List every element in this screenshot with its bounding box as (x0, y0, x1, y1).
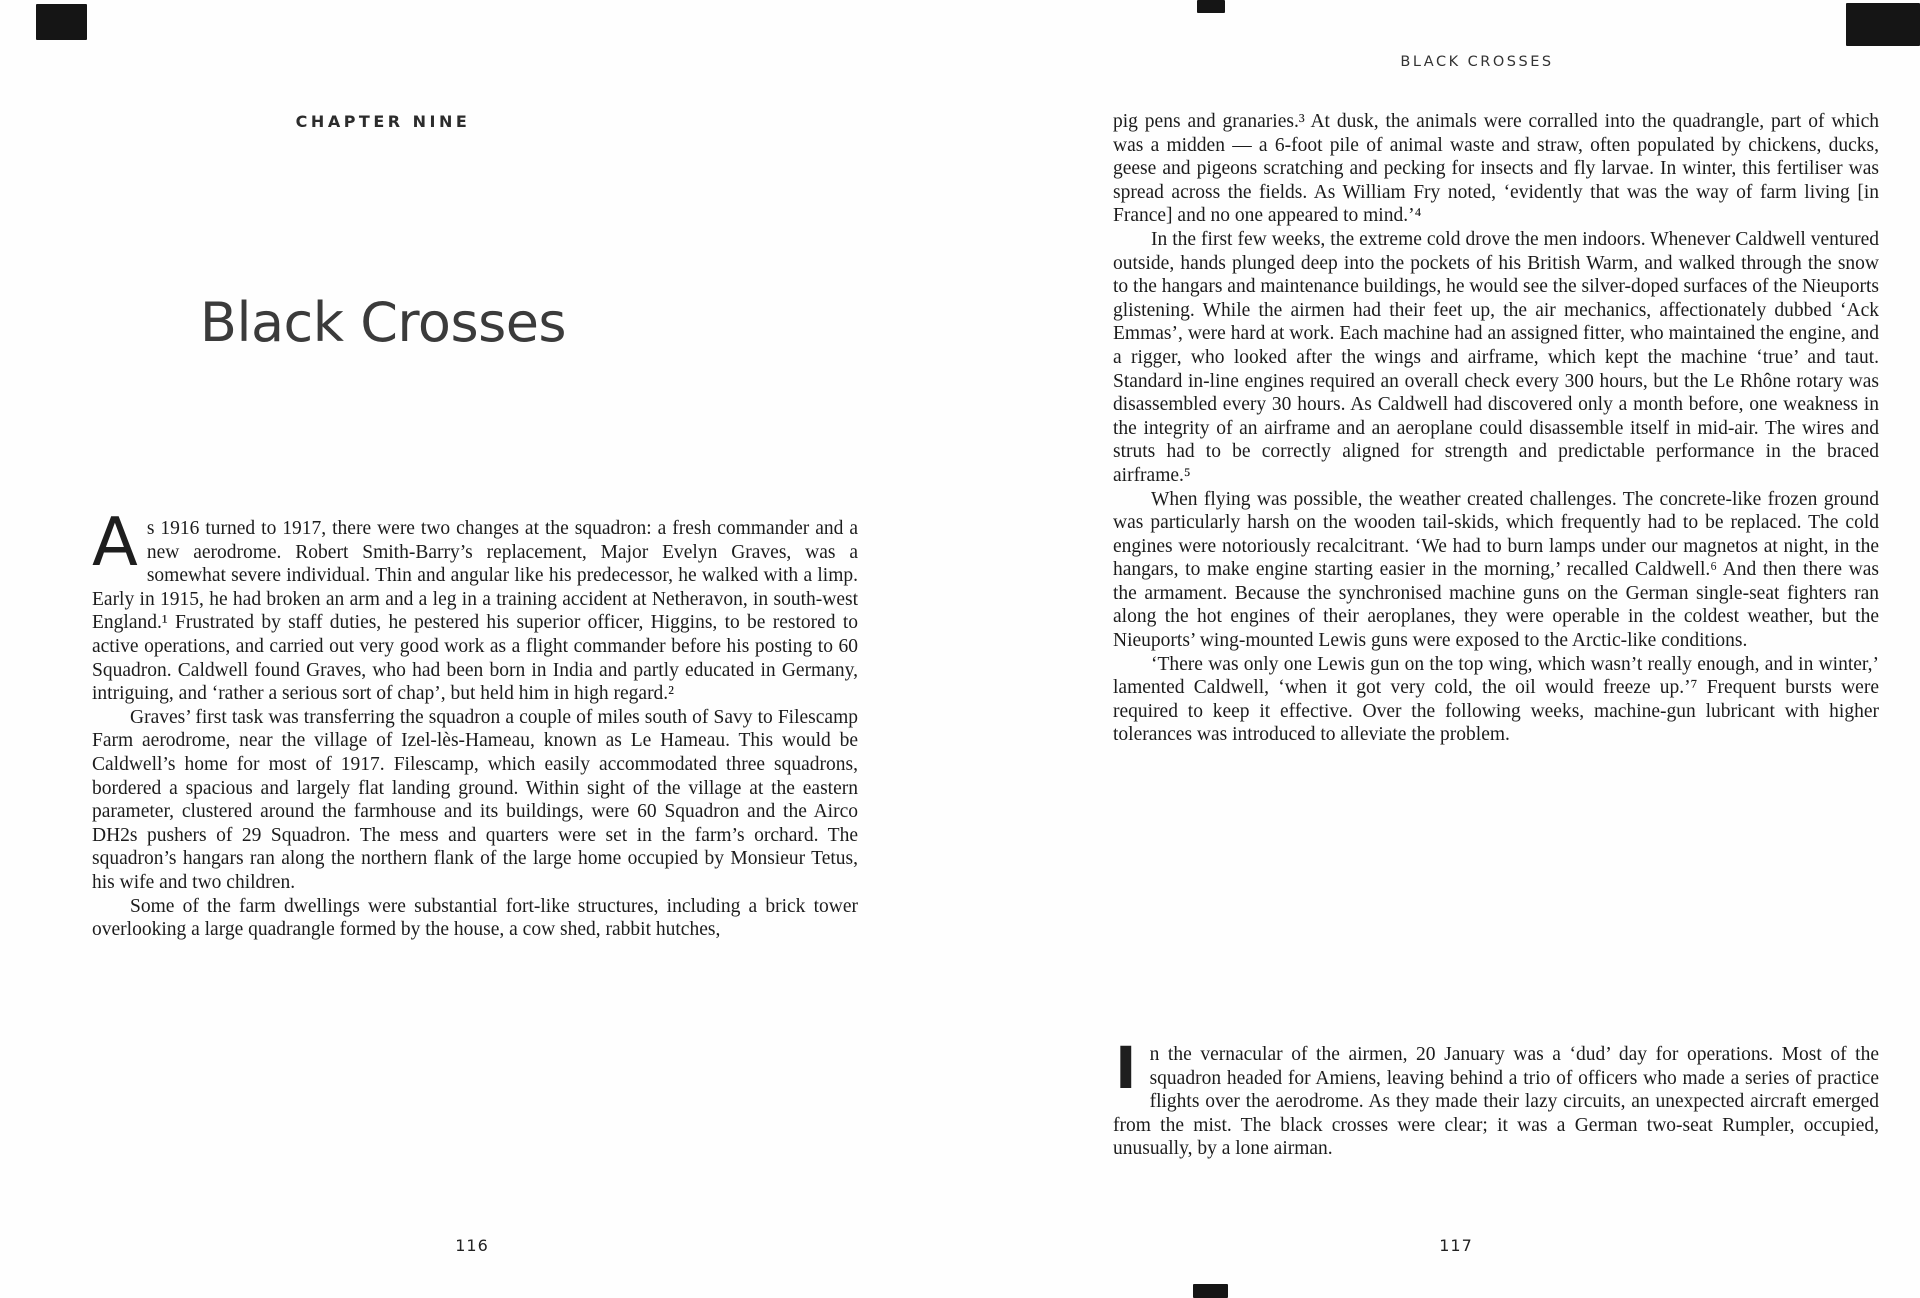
page-number-right: 117 (1439, 1236, 1473, 1255)
paragraph: As 1916 turned to 1917, there were two changes at the squadron: a fresh commander and a new aerodrome. Robert Smith-Barry’s replacement, Major Evelyn Graves, was a somewhat severe individual. Thin and angular like his predecessor, he walked with a limp. Early in 1915, he had broken an arm and a leg in a training accident at Netheravon, in south-west England.¹ Frustrated by staff duties, he pestered his superior officer, Higgins, to be restored to active operations, and carried out very good work as a flight commander before his posting to 60 Squadron. Caldwell found Graves, who had been born in India and partly educated in Germany, intriguing, and ‘rather a serious sort of chap’, but held him in high regard.² (92, 503, 858, 705)
right-page-section-two (1113, 1034, 1879, 1161)
paragraph: Some of the farm dwellings were substantial fort-like structures, including a brick tower overlooking a large quadrangle formed by the house, a cow shed, rabbit hutches, (92, 895, 858, 941)
page-number-left: 116 (455, 1236, 489, 1255)
paragraph: In the vernacular of the airmen, 20 January was a ‘dud’ day for operations. Most of the squadron headed for Amiens, leaving behind a trio of officers who made a series of practice flights over the aerodrome. As they made their lazy circuits, an unexpected aircraft emerged from the mist. The black crosses were clear; it was a German two-seat Rumpler, occupied, unusually, by a lone airman. (1113, 1034, 1879, 1160)
paragraph: In the first few weeks, the extreme cold drove the men indoors. Whenever Caldwell ventured outside, hands plunged deep into the pockets of his British Warm, and walked through the snow to the hangars and maintenance buildings, he would see the silver-doped surfaces of the Nieuports glistening. While the airmen had their feet up, the air mechanics, affectionately dubbed ‘Ack Emmas’, were hard at work. Each machine had an assigned fitter, who maintained the engine, and a rigger, who looked after the wings and airframe, which kept the machine ‘true’ and taut. Standard in-line engines required an overall check every 300 hours, but the Le Rhône rotary was disassembled every 30 hours. As Caldwell had discovered only a month before, one weakness in the integrity of an airframe and an aeroplane could disassemble itself in mid-air. The wires and struts had to be correctly aligned for strength and predictable performance in the braced airframe.⁵ (1113, 228, 1879, 486)
chapter-title: Black Crosses (199, 291, 567, 354)
scan-mark-bottom-center (1193, 1284, 1228, 1298)
scan-mark-top-center (1197, 0, 1225, 13)
right-page-body (1113, 110, 1879, 747)
paragraph: Graves’ first task was transferring the squadron a couple of miles south of Savy to Filescamp Farm aerodrome, near the village of Izel-lès-Hameau, known as Le Hameau. This would be Caldwell’s home for most of 1917. Filescamp, which easily accommodated three squadrons, bordered a spacious and largely flat landing ground. Within sight of the village at the eastern parameter, clustered around the farmhouse and its buildings, were 60 Squadron and the Airco DH2s pushers of 29 Squadron. The mess and quarters were set in the farm’s orchard. The squadron’s hangars ran along the northern flank of the large home occupied by Monsieur Tetus, his wife and two children. (92, 706, 858, 893)
scan-mark-top-left (36, 4, 87, 40)
paragraph: pig pens and granaries.³ At dusk, the animals were corralled into the quadrangle, part of which was a midden — a 6-foot pile of animal waste and straw, often populated by chickens, ducks, geese and pigeons scratching and pecking for insects and fly larvae. In winter, this fertiliser was spread across the fields. As William Fry noted, ‘evidently that was the way of farm living [in France] and no one appeared to mind.’⁴ (1113, 111, 1879, 227)
left-page-body (92, 503, 858, 942)
drop-cap: I (1115, 1034, 1137, 1102)
drop-cap: A (92, 503, 138, 581)
paragraph: ‘There was only one Lewis gun on the top wing, which wasn’t really enough, and in winter,’ lamented Caldwell, ‘when it got very cold, the oil would freeze up.’⁷ Frequent bursts were required to keep it effective. Over the following weeks, machine-gun lubricant with higher tolerances was introduced to alleviate the problem. (1113, 653, 1879, 746)
chapter-label: CHAPTER NINE (295, 112, 471, 131)
scan-mark-top-right (1846, 3, 1920, 46)
paragraph: When flying was possible, the weather created challenges. The concrete-like frozen ground was particularly harsh on the wooden tail-skids, which frequently had to be replaced. The cold engines were notoriously recalcitrant. ‘We had to burn lamps under our magnetos at night, in the hangars, to make engine starting easier in the morning,’ recalled Caldwell.⁶ And then there was the armament. Because the synchronised machine guns on the German single-seat fighters ran along the hot engines of their aeroplanes, they were operable in the coldest weather, but the Nieuports’ wing-mounted Lewis guns were exposed to the Arctic-like conditions. (1113, 488, 1879, 652)
running-head: BLACK CROSSES (1400, 54, 1554, 70)
